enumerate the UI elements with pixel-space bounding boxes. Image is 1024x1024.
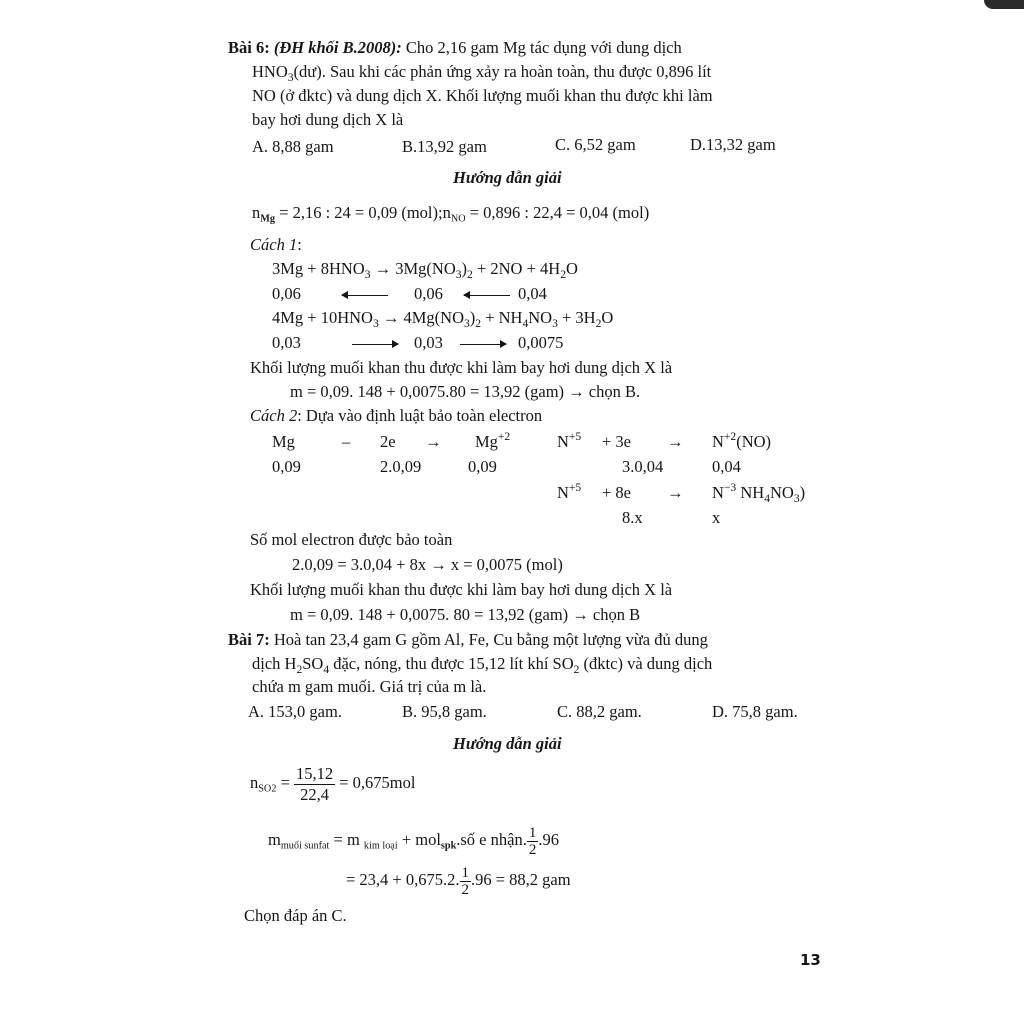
bai7-option-d: D. 75,8 gam. (712, 702, 798, 721)
fraction-one-half: $\frac{1}{2}$ (528, 824, 537, 858)
equation-2-ratio-1: 0,03 (414, 333, 443, 352)
equation-1-ratio-2: 0,04 (518, 284, 547, 303)
equation-1-ratio-1: 0,06 (414, 284, 443, 303)
mass-calc-2: m = 0,09. 148 + 0,0075. 80 = 13,92 (gam) → chọn B (290, 605, 641, 624)
nso2-formula: $n_{SO2}$ = $\frac{15,12}{22,4}$ = 0,675mol (250, 763, 416, 804)
e-row2-v1: 0,09 (272, 457, 301, 476)
fraction-15-12-over-22-4: $\frac{15,12}{22,4}$ (296, 763, 334, 804)
bai6-option-d: D.13,32 gam (690, 135, 776, 154)
e-row4-v1: 8.x (622, 508, 643, 527)
bai6-source: (ĐH khối B.2008): (273, 38, 402, 57)
equation-2: $4Mg + 10HNO_3 \to 4Mg(NO_3)_2 + NH_4NO_3 + 3H_2O$ (272, 308, 614, 331)
bai7-option-c: C. 88,2 gam. (557, 702, 642, 721)
bai7-line1: Bài 7: Hoà tan 23,4 gam G gồm Al, Fe, Cu bằng một lượng vừa đủ dung (228, 630, 708, 649)
e-row1-arrow2: → (667, 432, 684, 451)
e-row2-v2: 2.0,09 (380, 457, 422, 476)
electron-equation: 2.0,09 = 3.0,04 + 8x → x = 0,0075 (mol) (292, 555, 563, 574)
e-row3-arrow: → (667, 483, 684, 502)
equation-1-ratio-0: 0,06 (272, 284, 301, 303)
bai6-label: Bài 6: (228, 38, 270, 57)
answer-line: Chọn đáp án C. (244, 906, 347, 925)
bai6-line4: bay hơi dung dịch X là (252, 110, 404, 129)
bai7-line2: dịch $H_2SO_4$ đặc, nóng, thu được 15,12 lít khí $SO_2$ (đktc) và dung dịch (252, 654, 713, 677)
bai6-solution-heading: Hướng dẫn giải (453, 168, 562, 187)
bai6-option-b: B.13,92 gam (402, 137, 487, 156)
e-row3-plus8e: + 8e (602, 483, 632, 502)
sulfate-mass-formula: $m_{muối sunfat} = m$ $_{kim loại}$ + mol$_{spk}$.số e nhận. $\frac{1}{2}$ .96 (268, 824, 559, 858)
sulfate-mass-calc: = 23,4 + 0,675.2. $\frac{1}{2}$ .96 = 88,2 gam (346, 864, 571, 898)
e-row1-2e: 2e (380, 432, 396, 451)
left-arrow (464, 284, 510, 304)
equation-1: $3Mg + 8HNO_3 \to 3Mg(NO_3)_2 + 2NO + 4H_2O$ (272, 259, 578, 282)
mass-calc-1: m = 0,09. 148 + 0,0075.80 = 13,92 (gam) → chọn B. (290, 382, 641, 401)
bai7-label: Bài 7: (228, 630, 270, 649)
bai6-line1: Bài 6: (ĐH khối B.2008): Cho 2,16 gam Mg tác dụng với dung dịch (228, 38, 682, 57)
page-number: 13 (800, 951, 821, 969)
cach2-line: Cách 2: Dựa vào định luật bảo toàn electron (250, 406, 543, 425)
e-row3-nm3: $N^{-3}$ $NH_4NO_3$) (712, 482, 806, 506)
equation-2-ratio-2: 0,0075 (518, 333, 564, 352)
e-row1-mg2: $Mg^{+2}$ (475, 431, 511, 451)
e-row1-minus: – (342, 432, 351, 451)
bai6-line3: NO (ở đktc) và dung dịch X. Khối lượng muối khan thu được khi làm (252, 86, 713, 105)
bai7-line3: chứa m gam muối. Giá trị của m là. (252, 677, 487, 696)
bai7-solution-heading: Hướng dẫn giải (453, 734, 562, 753)
mass-intro-2: Khối lượng muối khan thu được khi làm bay hơi dung dịch X là (250, 580, 673, 599)
e-row1-n2: $N^{+2}(NO)$ (712, 431, 772, 451)
e-row2-v3: 0,09 (468, 457, 497, 476)
left-arrow (342, 284, 388, 304)
cach1-label: Cách 1: (250, 235, 302, 254)
e-row4-v2: x (712, 508, 721, 527)
e-row1-plus3e: + 3e (602, 432, 632, 451)
bai7-option-a: A. 153,0 gam. (248, 702, 342, 721)
e-row3-n5: $N^{+5}$ (557, 482, 582, 502)
bai7-option-b: B. 95,8 gam. (402, 702, 487, 721)
equation-2-ratio-0: 0,03 (272, 333, 301, 352)
mass-intro-1: Khối lượng muối khan thu được khi làm bay hơi dung dịch X là (250, 358, 673, 377)
right-arrow (460, 333, 506, 353)
right-arrow (352, 333, 398, 353)
fraction-one-half: $\frac{1}{2}$ (461, 864, 469, 898)
bai6-option-a: A. 8,88 gam (252, 137, 334, 156)
page-corner-mark (984, 0, 1024, 9)
bai6-moles-line: $n_{Mg} = 2,16$ : 24 = 0,09 $(mol);n_{NO} = 0,896$ : 22,4 = 0,04 (mol) (252, 203, 650, 225)
electron-text: Số mol electron được bảo toàn (250, 530, 453, 549)
e-row1-arrow: → (425, 432, 442, 451)
e-row2-v4: 3.0,04 (622, 457, 664, 476)
bai6-option-c: C. 6,52 gam (555, 135, 636, 154)
bai6-line2: $HNO_3(dư)$. Sau khi các phản ứng xảy ra hoàn toàn, thu được 0,896 lít (252, 62, 712, 85)
e-row1-n5: $N^{+5}$ (557, 431, 582, 451)
e-row2-v5: 0,04 (712, 457, 741, 476)
e-row1-mg: Mg (272, 432, 295, 451)
